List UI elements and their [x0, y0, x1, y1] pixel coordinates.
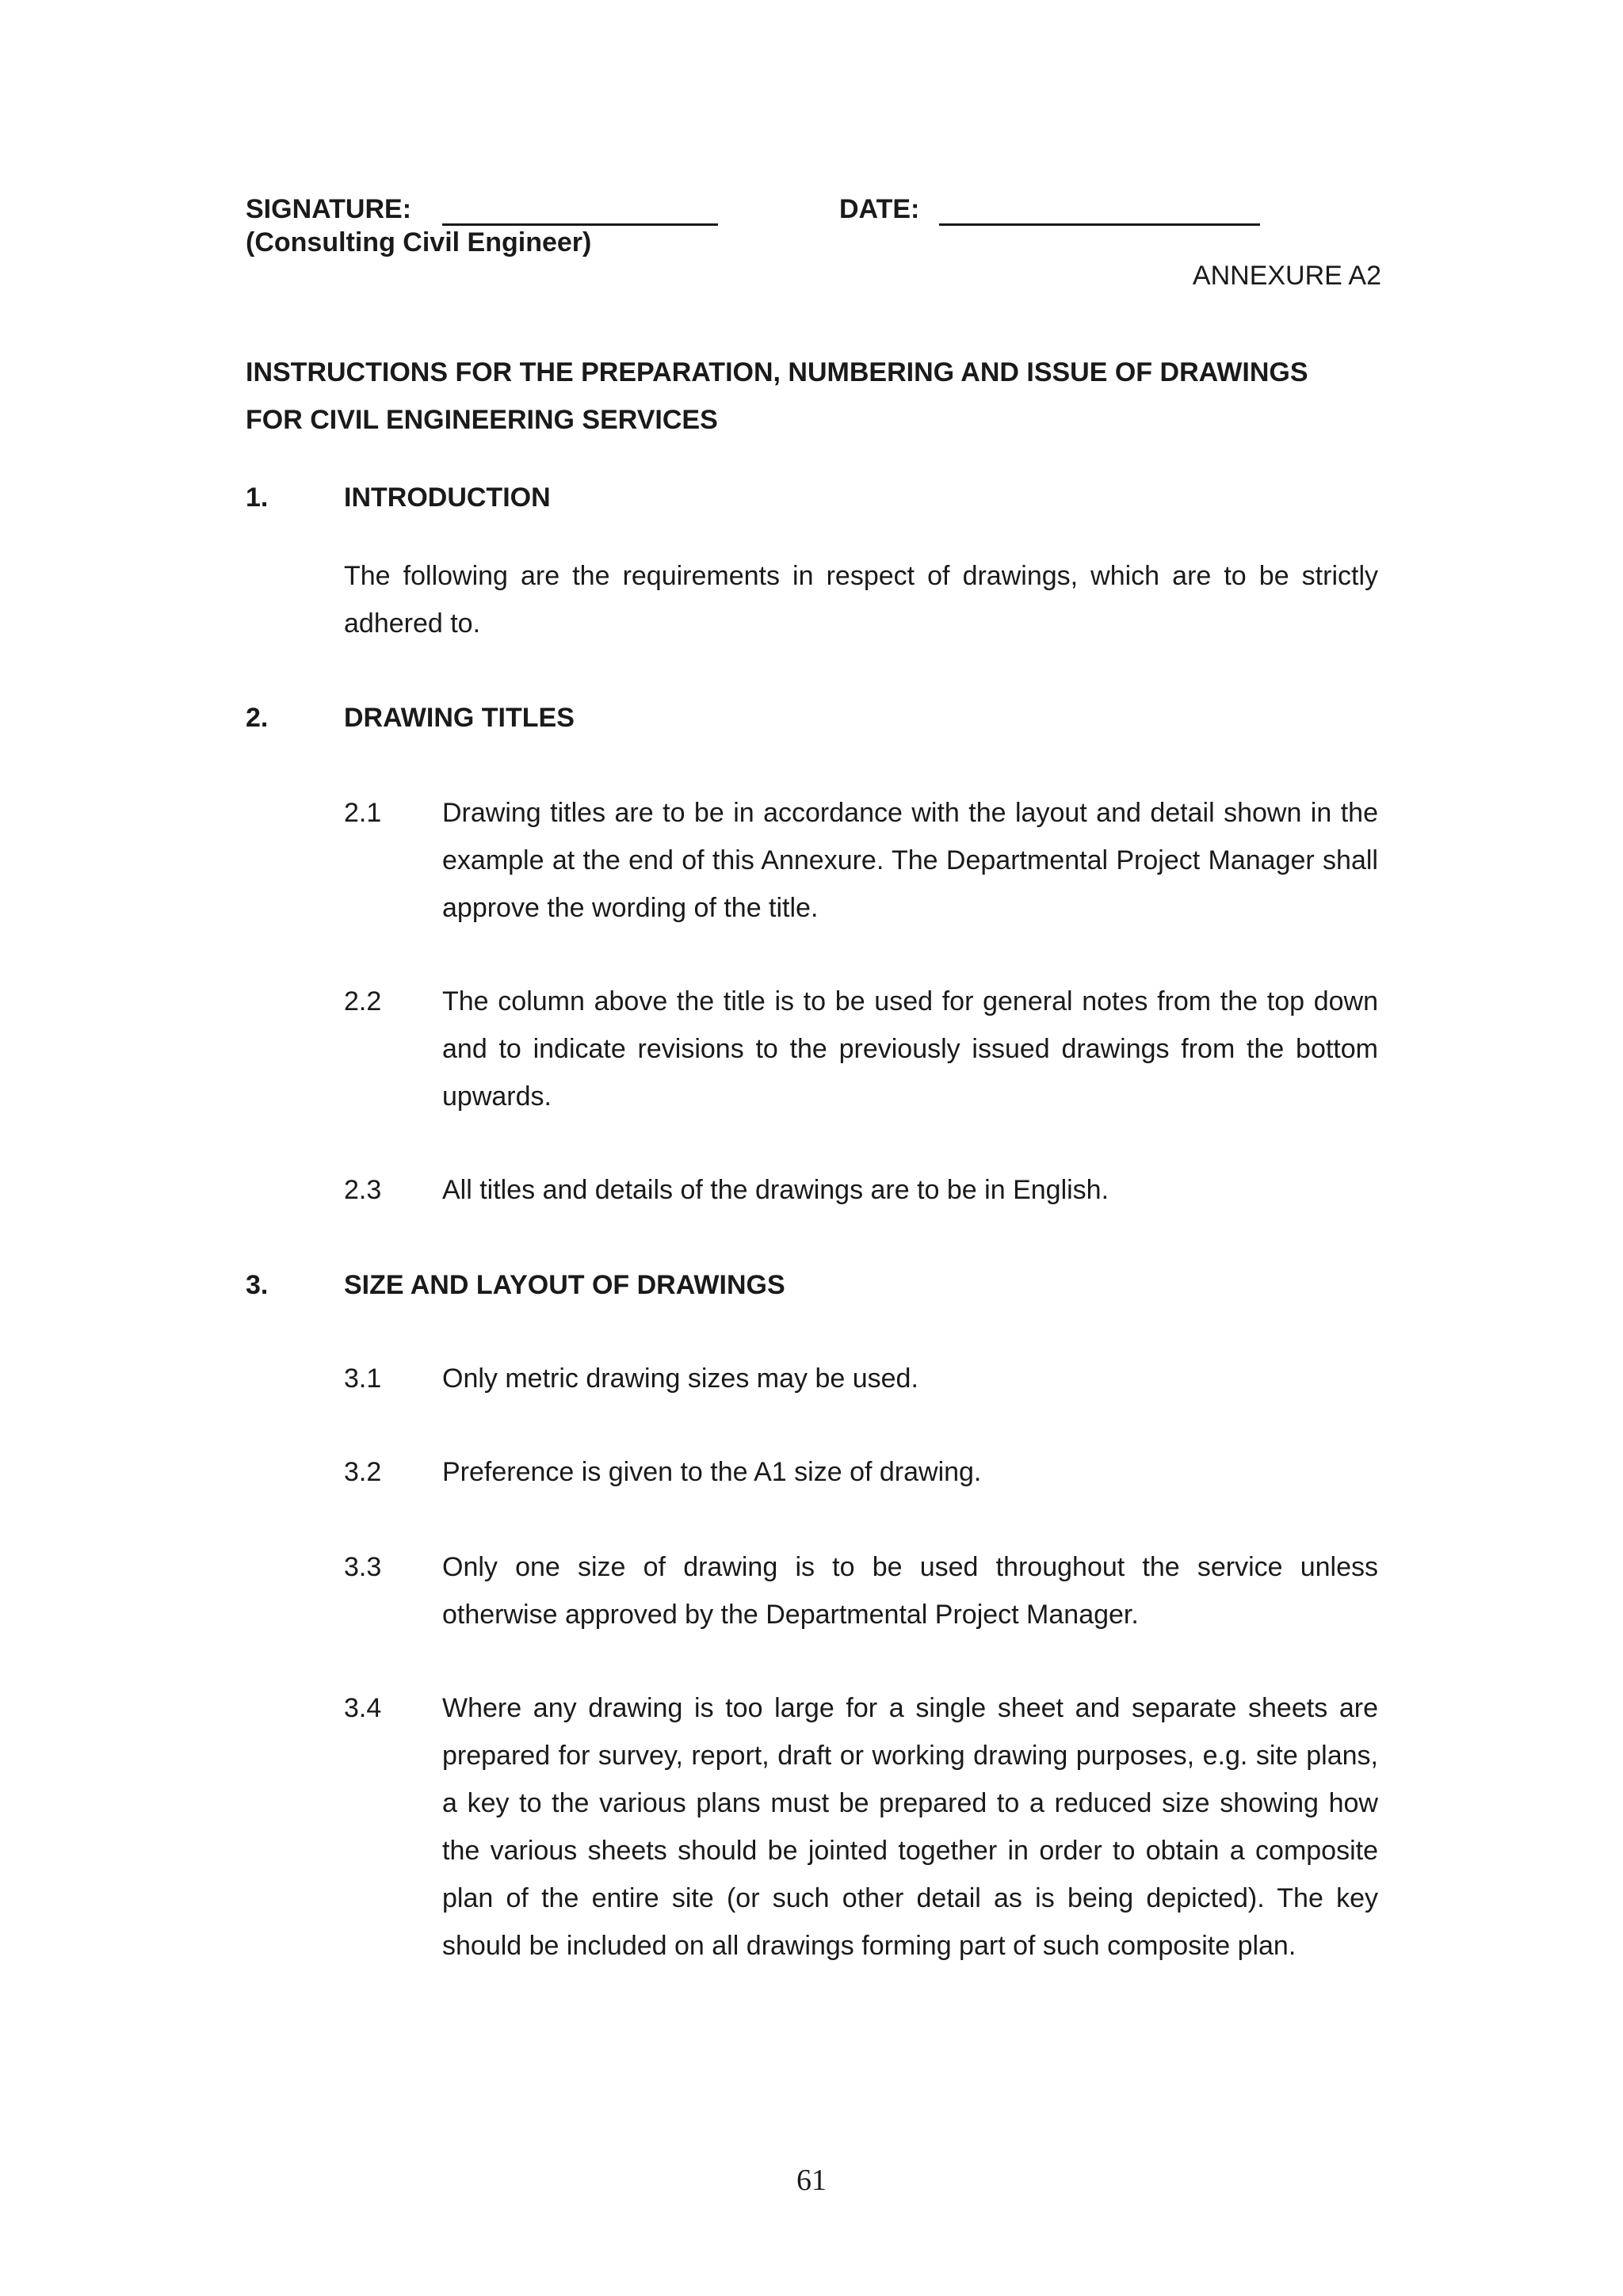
item-3-1-text: Only metric drawing sizes may be used. — [442, 1363, 918, 1394]
document-title — [246, 349, 1379, 444]
item-2-2-number: 2.2 — [344, 986, 382, 1016]
page-number: 61 — [796, 2164, 827, 2197]
item-2-1-number: 2.1 — [344, 798, 382, 828]
item-3-1-number: 3.1 — [344, 1363, 382, 1394]
section-2-title: DRAWING TITLES — [344, 703, 575, 733]
section-3-title: SIZE AND LAYOUT OF DRAWINGS — [344, 1270, 785, 1300]
item-3-2-number: 3.2 — [344, 1457, 382, 1487]
signature-line — [442, 223, 718, 226]
section-1-number: 1. — [246, 482, 269, 513]
date-label: DATE: — [839, 194, 920, 224]
title-line-2: FOR CIVIL ENGINEERING SERVICES — [246, 405, 718, 435]
annexure-label: ANNEXURE A2 — [1192, 261, 1381, 291]
item-3-3-text: Only one size of drawing is to be used throughout the service unless otherwise approved by the Departmental Project Manager. — [442, 1552, 1378, 1630]
signature-label: SIGNATURE: — [246, 194, 412, 224]
date-line — [939, 223, 1260, 226]
title-line-1: INSTRUCTIONS FOR THE PREPARATION, NUMBERING AND ISSUE OF DRAWINGS — [246, 357, 1308, 387]
item-2-2-text: The column above the title is to be used for general notes from the top down and to indicate revisions to the previously issued drawings from the bottom upwards. — [442, 986, 1378, 1112]
item-3-4-number: 3.4 — [344, 1693, 382, 1723]
section-2-number: 2. — [246, 703, 269, 733]
section-1-title: INTRODUCTION — [344, 482, 551, 513]
item-3-2-text: Preference is given to the A1 size of drawing. — [442, 1457, 982, 1487]
section-3-number: 3. — [246, 1270, 269, 1300]
item-2-3-number: 2.3 — [344, 1175, 382, 1205]
item-3-3-number: 3.3 — [344, 1552, 382, 1582]
signatory-role: (Consulting Civil Engineer) — [246, 227, 592, 257]
item-2-3-text: All titles and details of the drawings are to be in English. — [442, 1175, 1109, 1205]
item-2-1-text: Drawing titles are to be in accordance with the layout and detail shown in the example at the end of this Annexure. The Departmental Project Manager shall approve the wording of the title. — [442, 798, 1378, 923]
section-1-body: The following are the requirements in respect of drawings, which are to be strictly adhered to. — [344, 561, 1378, 639]
item-3-4-text: Where any drawing is too large for a single sheet and separate sheets are prepared for survey, report, draft or working drawing purposes, e.g. site plans, a key to the various plans must be prepared to a reduced size showing how the various sheets should be jointed together in order to obtain a composite plan of the entire site (or such other detail as is being depicted). The key should be included on all drawings forming part of such composite plan. — [442, 1693, 1378, 1961]
